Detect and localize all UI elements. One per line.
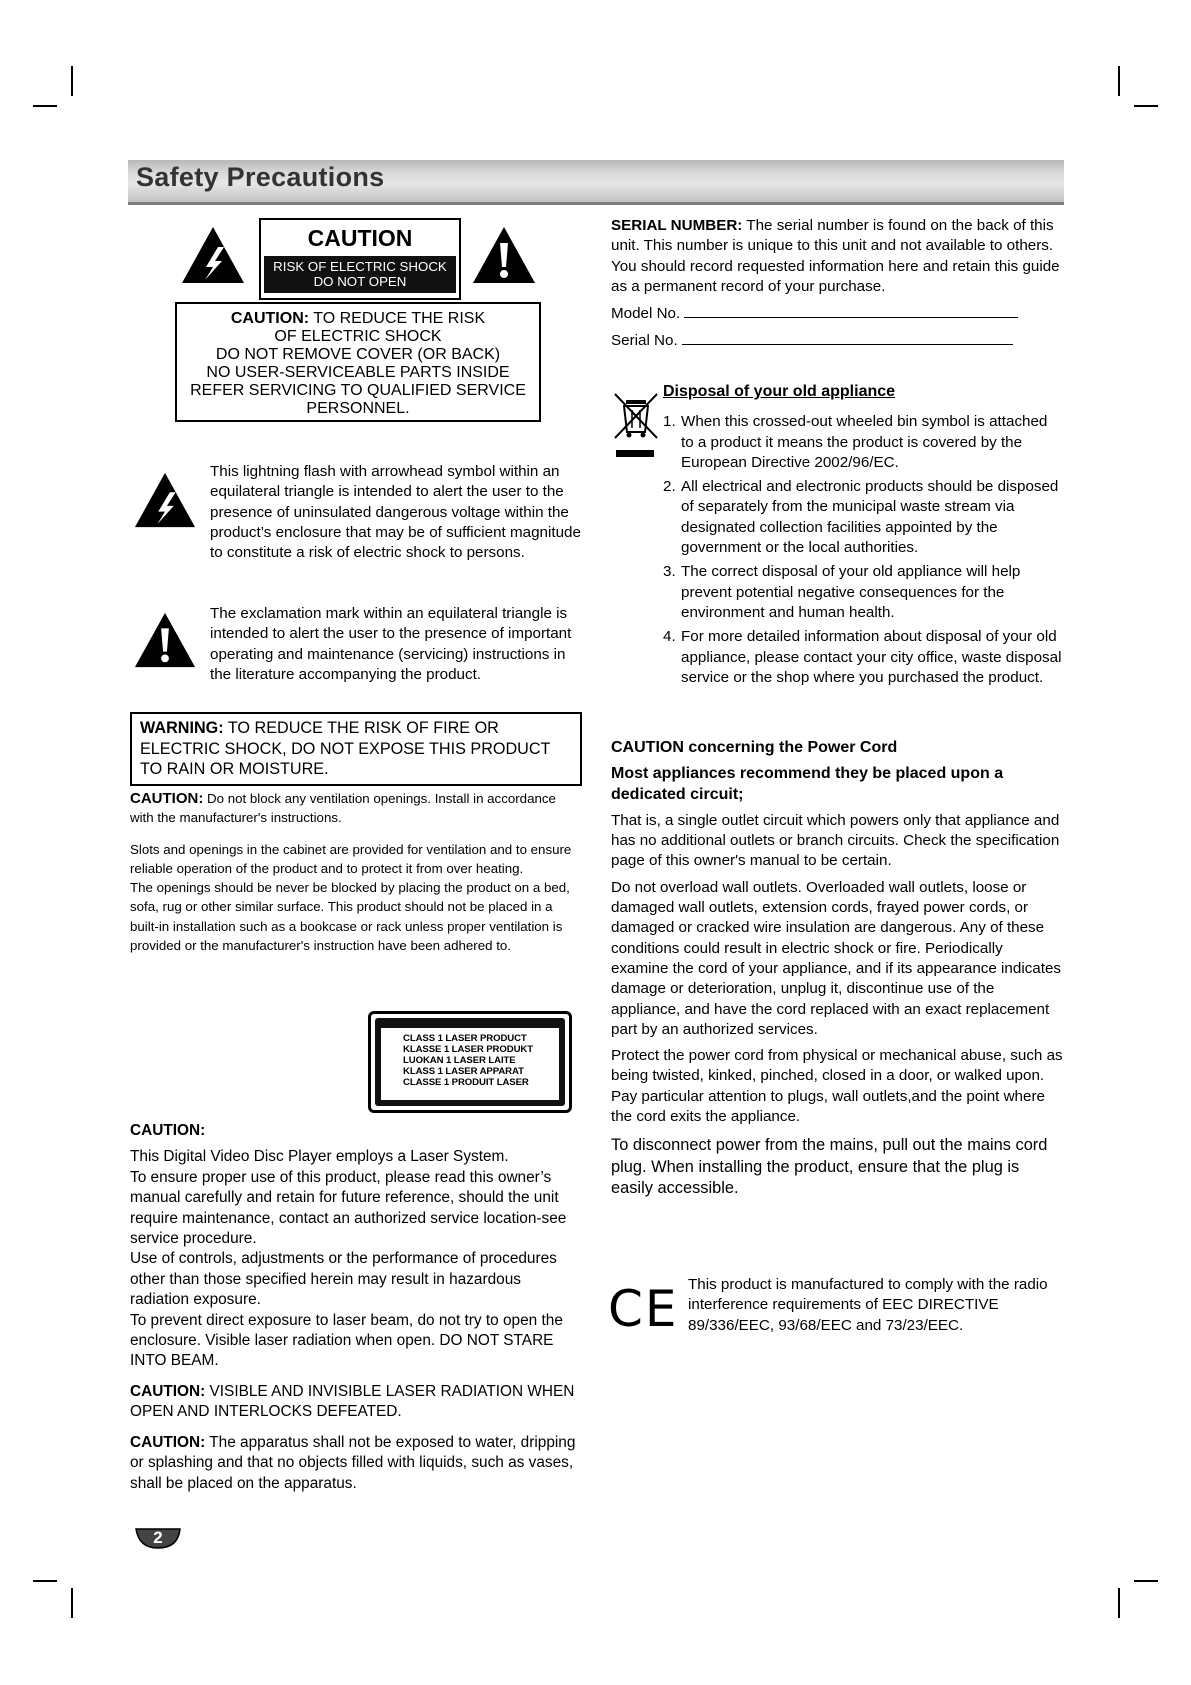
disposal-item-text: When this crossed-out wheeled bin symbol is attached to a product it means the product is covered by the European Directive 2002/96/EC. <box>681 413 1048 471</box>
warning-lead: WARNING: <box>140 719 224 737</box>
disposal-item <box>663 627 1063 688</box>
laser-label-line: KLASSE 1 LASER PRODUKT <box>403 1044 533 1055</box>
crop-mark <box>71 1588 73 1618</box>
model-label: Model No. <box>611 305 681 323</box>
power-cord-para: Do not overload wall outlets. Overloaded wall outlets, loose or damaged wall outlets, extension cords, frayed power cords, or damaged or cracked wire insulation are dangerous. Any of these conditions could result in electric shock or fire. Periodically examine the cord of your appliance, and if its appearance indicates damage or deterioration, unplug it, discontinue use of the appliance, and have the cord replaced with an exact replacement part by an authorized services. <box>611 878 1061 1038</box>
disposal-item-number: 4. <box>663 628 676 646</box>
laser-caution-lead: CAUTION: <box>130 1433 206 1451</box>
disposal-item <box>663 562 1063 623</box>
laser-para: This Digital Video Disc Player employs a Laser System. <box>130 1148 509 1166</box>
power-cord-heading: CAUTION concerning the Power Cord <box>611 739 898 756</box>
serial-number-input[interactable] <box>682 330 1013 345</box>
crop-mark <box>1134 105 1158 107</box>
disposal-item <box>663 412 1063 473</box>
caution-label-line1: RISK OF ELECTRIC SHOCK <box>273 259 447 274</box>
ventilation-para <box>130 789 582 828</box>
caution-line: NO USER-SERVICEABLE PARTS INSIDE <box>206 364 510 381</box>
serial-para <box>611 216 1063 297</box>
power-cord-subheading: Most appliances recommend they be placed upon a dedicated circuit; <box>611 765 1004 803</box>
ventilation-para: Slots and openings in the cabinet are provided for ventilation and to ensure reliable operation of the product and to protect it from over heating. <box>130 841 572 876</box>
disposal-item-number: 2. <box>663 478 676 496</box>
laser-caution-2 <box>130 1382 582 1423</box>
laser-class-label <box>368 1011 572 1113</box>
laser-label-line: CLASS 1 LASER PRODUCT <box>403 1033 527 1044</box>
lightning-warning-icon <box>133 469 197 531</box>
lightning-text: This lightning flash with arrowhead symbol within an equilateral triangle is intended to alert the user to the presence of uninsulated dangerous voltage within the product’s enclosure that may be of sufficient magnitude to constitute a risk of electric shock to persons. <box>210 463 581 562</box>
ventilation-text: Do not block any ventilation openings. Install in accordance with the manufacturer's instructions. <box>130 791 556 826</box>
crossed-bin-icon <box>612 390 660 460</box>
caution-line: TO REDUCE THE RISK <box>309 310 486 327</box>
laser-label-line: KLASS 1 LASER APPARAT <box>403 1066 524 1077</box>
laser-heading: CAUTION: <box>130 1122 206 1139</box>
disposal-item-text: All electrical and electronic products should be disposed of separately from the municipal waste stream via designated collection facilities appointed by the government or the local authorities. <box>681 478 1059 557</box>
laser-caution-lead: CAUTION: <box>130 1382 206 1400</box>
model-field <box>611 303 1063 324</box>
power-cord-section <box>611 738 1063 1200</box>
caution-line: DO NOT REMOVE COVER (OR BACK) <box>215 346 501 363</box>
laser-section <box>130 1121 582 1494</box>
ce-mark-icon: CE <box>608 1280 679 1338</box>
caution-label-title: CAUTION <box>307 225 413 251</box>
laser-label-text <box>381 1028 559 1100</box>
disposal-item-number: 1. <box>663 413 676 431</box>
disposal-item-text: The correct disposal of your old appliance will help prevent potential negative consequences for the environment and human health. <box>681 563 1021 621</box>
power-cord-para: To disconnect power from the mains, pull out the mains cord plug. When installing the product, ensure that the plug is easily accessible. <box>611 1136 1048 1198</box>
laser-caution-text: VISIBLE AND INVISIBLE LASER RADIATION WHEN OPEN AND INTERLOCKS DEFEATED. <box>130 1382 575 1421</box>
ventilation-section <box>130 789 582 955</box>
caution-line: OF ELECTRIC SHOCK <box>274 328 442 345</box>
laser-label-line: CLASSE 1 PRODUIT LASER <box>403 1077 529 1088</box>
crop-mark <box>1118 66 1120 96</box>
caution-label <box>259 218 461 300</box>
model-number-input[interactable] <box>684 303 1018 318</box>
page-number: 2 <box>153 1528 163 1547</box>
caution-label-band <box>264 256 456 293</box>
serial-section <box>611 216 1063 352</box>
crop-mark <box>1134 1580 1158 1582</box>
disposal-item-text: For more detailed information about disposal of your old appliance, please contact your city office, waste disposal service or the shop where you purchased the product. <box>681 628 1062 686</box>
serial-lead: SERIAL NUMBER: <box>611 217 743 234</box>
disposal-item-number: 3. <box>663 563 676 581</box>
serial-field <box>611 330 1063 351</box>
laser-para: To prevent direct exposure to laser beam, do not try to open the enclosure. Visible laser radiation when open. DO NOT STARE INTO BEAM. <box>130 1311 563 1370</box>
serial-text: The serial number is found on the back of this unit. This number is unique to this unit and not available to others. You should record requested information here and retain this guide as a permanent record of your purchase. <box>611 217 1060 295</box>
warning-box <box>130 712 582 786</box>
laser-para: Use of controls, adjustments or the performance of procedures other than those specified herein may result in hazardous radiation exposure. <box>130 1250 557 1309</box>
laser-caution-3 <box>130 1433 582 1494</box>
laser-label-line: LUOKAN 1 LASER LAITE <box>403 1055 516 1066</box>
page-title: Safety Precautions <box>136 162 385 192</box>
ce-text: This product is manufactured to comply with the radio interference requirements of EEC DIRECTIVE 89/336/EEC, 93/68/EEC and 73/23/EEC. <box>688 1276 1048 1334</box>
caution-text-box <box>175 302 541 422</box>
ce-compliance <box>688 1275 1063 1336</box>
exclamation-warning-icon <box>471 225 537 285</box>
disposal-heading: Disposal of your old appliance <box>663 383 896 400</box>
power-cord-para: That is, a single outlet circuit which powers only that appliance and has no additional outlets or branch circuits. Check the specification page of this owner's manual to be certain. <box>611 811 1060 870</box>
laser-caution-text: The apparatus shall not be exposed to water, dripping or splashing and that no objects filled with liquids, such as vases, shall be placed on the apparatus. <box>130 1433 576 1492</box>
caution-line: REFER SERVICING TO QUALIFIED SERVICE <box>190 382 526 399</box>
warning-text: TO REDUCE THE RISK OF FIRE OR ELECTRIC SHOCK, DO NOT EXPOSE THIS PRODUCT TO RAIN OR MOISTURE. <box>140 719 551 778</box>
laser-para: To ensure proper use of this product, please read this owner’s manual carefully and retain for future reference, should the unit require maintenance, contact an authorized service location-see service procedure. <box>130 1168 567 1248</box>
crop-mark <box>33 105 57 107</box>
crop-mark <box>1118 1588 1120 1618</box>
ventilation-lead: CAUTION: <box>130 790 204 807</box>
lightning-description <box>210 462 585 563</box>
ventilation-para: The openings should be never be blocked by placing the product on a bed, sofa, rug or other similar surface. This product should not be placed in a built-in installation such as a bookcase or rack unless proper ventilation is provided or the manufacturer's instruction have been adhered to. <box>130 880 570 954</box>
exclamation-text: The exclamation mark within an equilateral triangle is intended to alert the user to the presence of important operating and maintenance (servicing) instructions in the literature accompanying the product. <box>210 605 572 683</box>
laser-label-frame <box>375 1018 565 1106</box>
disposal-item <box>663 477 1063 558</box>
power-cord-para: Protect the power cord from physical or mechanical abuse, such as being twisted, kinked, pinched, closed in a door, or walked upon. Pay particular attention to plugs, wall outlets,and the point where the cord exits the appliance. <box>611 1047 1063 1126</box>
disposal-section <box>663 382 1063 692</box>
caution-label-line2: DO NOT OPEN <box>313 274 407 289</box>
caution-line: PERSONNEL. <box>306 400 410 417</box>
disposal-list <box>663 412 1063 688</box>
crop-mark <box>33 1580 57 1582</box>
crop-mark <box>71 66 73 96</box>
exclamation-description <box>210 604 585 685</box>
lightning-warning-icon <box>180 225 246 285</box>
exclamation-warning-icon <box>133 609 197 671</box>
caution-lead: CAUTION: <box>230 310 310 327</box>
serial-label: Serial No. <box>611 332 678 350</box>
